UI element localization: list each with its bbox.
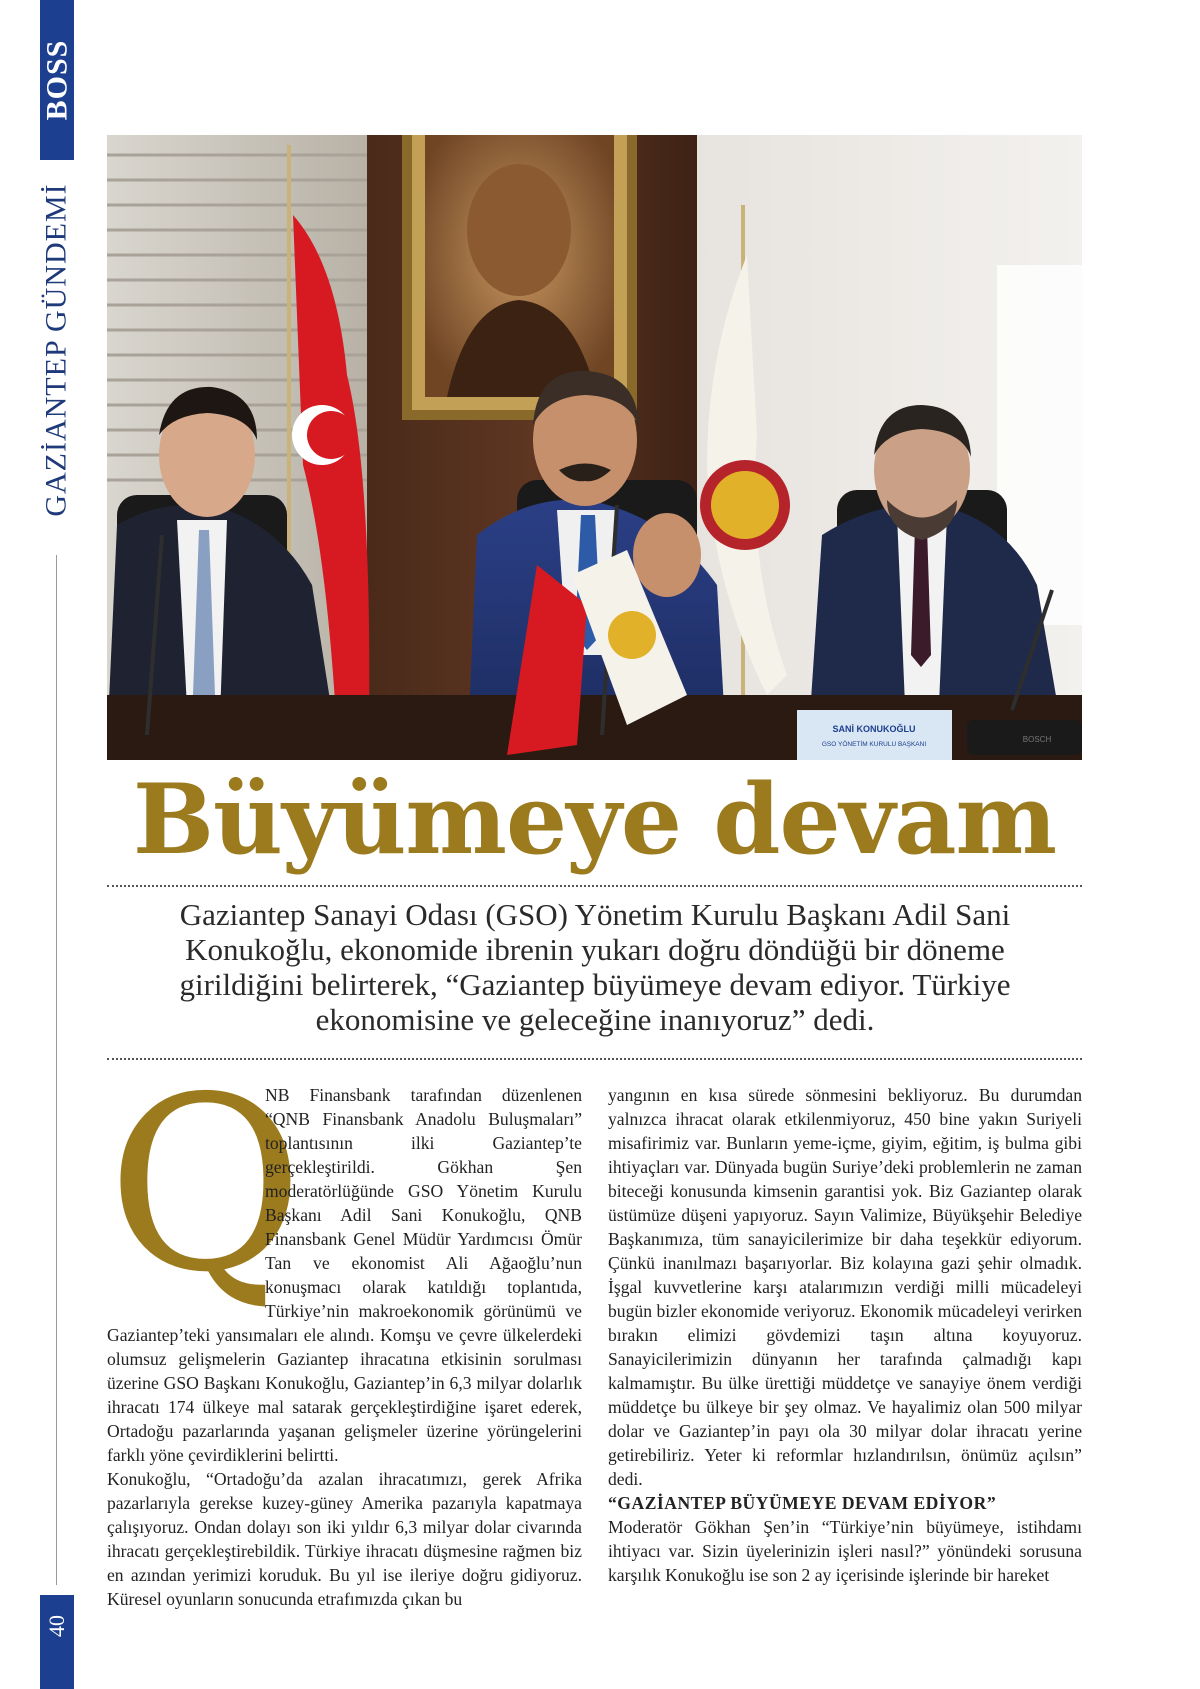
meeting-photo-illustration bbox=[107, 135, 1082, 760]
sidebar-rule bbox=[56, 555, 57, 1585]
body-paragraph: Konukoğlu, “Ortadoğu’da azalan ihracatımızı, gerek Afrika pazarlarıyla gerekse kuzey-güney Amerika pazarıyla kapatmaya çalışıyoruz. Ondan dolayı son iki yıldır 6,3 milyar dolar civarında ihracatı gerçekleştirebildik. Türkiye ihracatı düşmesine rağmen biz en azından yerimizi koruduk. Bu yıl ise ileriye doğru gidiyoruz. Küresel oyunların sonucunda etrafımızda çıkan bu bbox=[107, 1469, 582, 1609]
article-lead: Gaziantep Sanayi Odası (GSO) Yönetim Kurulu Başkanı Adil Sani Konukoğlu, ekonomide ibrenin yukarı doğru döndüğü bir döneme girildiğini belirterek, “Gaziantep büyümeye devam ediyor. Türkiye ekonomisine ve geleceğine inanıyoruz” dedi. bbox=[179, 897, 1011, 1037]
article-column-left bbox=[107, 1045, 582, 1611]
article-column-right bbox=[608, 1083, 1082, 1587]
brand-logo bbox=[40, 0, 74, 160]
body-paragraph: yangının en kısa sürede sönmesini bekliyoruz. Bu durumdan yalnızca ihracat olarak etkilenmiyoruz, 450 bine yakın Suriyeli misafirimiz var. Bunların yeme-içme, giyim, eğitim, iş bulma gibi ihtiyaçları var. Dünyada bugün Suriye’deki problemlerin ne zaman biteceği konusunda kimsenin garantisi yok. Biz Gaziantep olarak üstümüze düşeni yapıyoruz. Sayın Valimize, Büyükşehir Belediye Başkanımıza, tüm sanayicilerimize bir daha teşekkür ediyorum. Çünkü inanılmazı başarıyorlar. Biz kolayına gazi şehir olmadık. İşgal kuvvetlerine karşı atalarımızın verdiği milli mücadeleyi bugün bizler ekonomide veriyoruz. Ekonomik mücadeleyi verirken bırakın elimizi gövdemizi taşın altına koyuyoruz. Sanayicilerimizin dünyanın her tarafında çalmadığı kapı kalmamıştır. Bu ülke ürettiği müddetçe ve sanayiye önem verdiği müddetçe bu ülkeye bir şey olmaz. Ve hayalimiz olan 500 milyar dolar ve Gaziantep’in payı ola 30 milyar dolar ihracatı yerine getirebiliriz. Yeter ki reformlar hızlandırılsın, önümüz açılsın” dedi. bbox=[608, 1085, 1082, 1489]
section-label-text: GAZİANTEP GÜNDEMİ bbox=[40, 183, 74, 517]
article-photo bbox=[107, 135, 1082, 760]
article-headline: Büyümeye devam bbox=[132, 763, 1057, 876]
body-paragraph: NB Finansbank tarafından düzenlenen “QNB Finansbank Anadolu Buluşmaları” toplantısının ilki Gaziantep’te gerçekleştirildi. Gökhan Şen moderatörlüğünde GSO Yönetim Kurulu Başkanı Adil Sani Konukoğlu, QNB Finansbank Genel Müdür Yardımcısı Ömür Tan ve ekonomist Ali Ağaoğlu’nun konuşmacı olarak katıldığı toplantıda, Türkiye’nin makroekonomik görünümü ve Gaziantep’teki yansımaları ele alındı. Komşu ve çevre ülkelerdeki olumsuz gelişmelerin Gaziantep ihracatına etkisinin sorulması üzerine GSO Başkanı Konukoğlu, Gaziantep’in 6,3 milyar dolarlık ihracatı 174 ülkeye mal satarak gerçekleştirdiğine işaret ederek, Ortadoğu pazarlarında yaşanan gelişmeler üzerine yörüngelerini farklı yöne çevirdiklerini belirtti. bbox=[107, 1085, 582, 1465]
page-number-text: 40 bbox=[44, 1615, 69, 1637]
brand-logo-text: BOSS bbox=[40, 39, 73, 121]
mic-brand-label: BOSCH bbox=[1022, 735, 1052, 744]
drop-cap: Q bbox=[107, 1045, 304, 1325]
nameplate-line-1: SANİ KONUKOĞLU bbox=[832, 724, 916, 734]
section-subheading: “GAZİANTEP BÜYÜMEYE DEVAM EDİYOR” bbox=[608, 1493, 997, 1513]
nameplate-line-2: GSO YÖNETİM KURULU BAŞKANI bbox=[821, 741, 927, 748]
section-label bbox=[40, 160, 74, 540]
divider-top bbox=[107, 885, 1082, 887]
page-number bbox=[40, 1595, 74, 1689]
body-paragraph: Moderatör Gökhan Şen’in “Türkiye’nin büyümeye, istihdamı ihtiyacı var. Sizin üyelerinizin işleri nasıl?” yönündeki sorusuna karşılık Konukoğlu ise son 2 ay içerisinde işlerinde bir hareket bbox=[608, 1517, 1082, 1585]
